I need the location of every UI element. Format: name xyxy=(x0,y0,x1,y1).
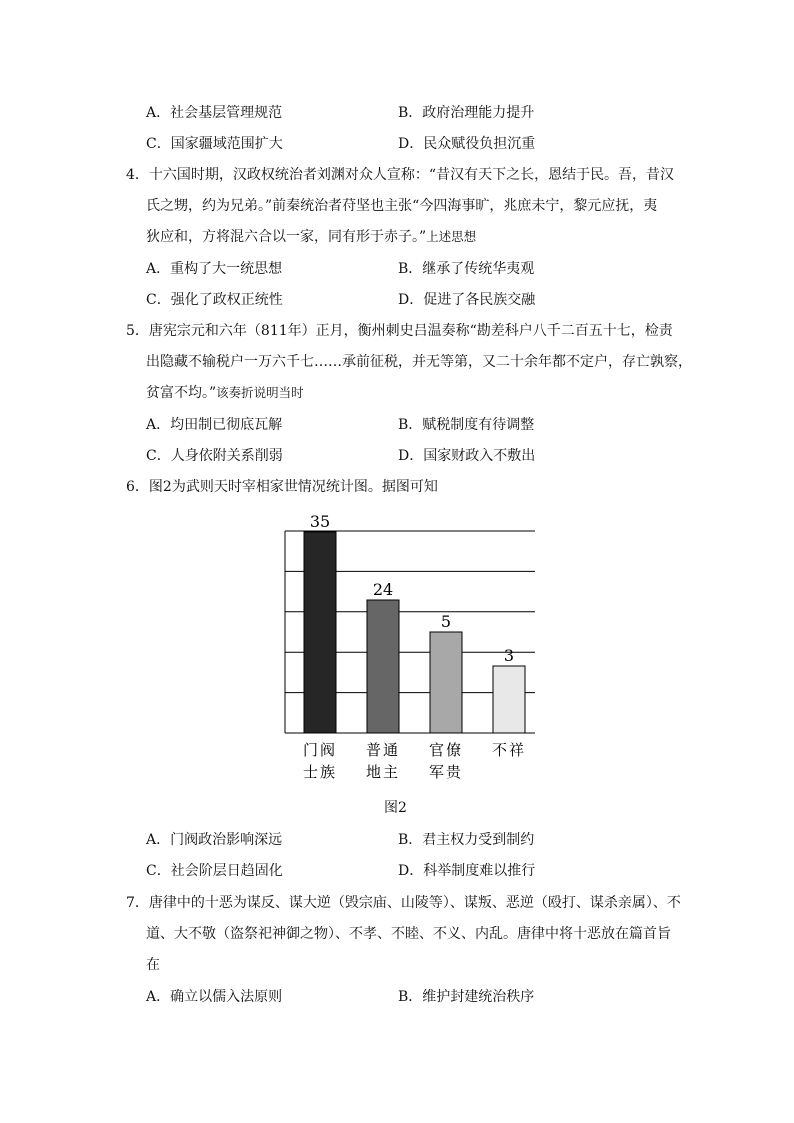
q7-option-b: B．维护封建统治秩序 xyxy=(398,989,535,1005)
q4-stem-question: 上述思想 xyxy=(426,229,477,244)
q7-option-a: A．确立以儒入法原则 xyxy=(146,989,283,1005)
q5-option-d: D．国家财政入不敷出 xyxy=(398,448,536,464)
figure-caption: 图2 xyxy=(384,800,407,816)
q6-option-c: C．社会阶层日趋固化 xyxy=(146,863,283,879)
q7-stem-line-3: 在 xyxy=(146,957,160,973)
category-label-4: 不祥 xyxy=(491,741,527,759)
q4-option-a: A．重构了大一统思想 xyxy=(146,261,283,277)
data-label-4: 3 xyxy=(503,646,515,665)
q4-stem-line-1: 4．十六国时期，汉政权统治者刘渊对众人宣称：“昔汉有天下之长，恩结于民。吾，昔汉 xyxy=(126,167,675,183)
category-label-2: 普通 xyxy=(365,741,401,759)
bar-1 xyxy=(304,532,336,733)
q6-option-d: D．科举制度难以推行 xyxy=(398,863,536,879)
data-label-2: 24 xyxy=(372,580,394,599)
q4-option-b: B．继承了传统华夷观 xyxy=(398,261,535,277)
q3-option-d: D．民众赋役负担沉重 xyxy=(398,136,536,152)
category-label-1: 士族 xyxy=(302,763,338,781)
q3-option-b: B．政府治理能力提升 xyxy=(398,105,535,121)
q4-option-c: C．强化了政权正统性 xyxy=(146,292,283,308)
data-label-3: 5 xyxy=(440,612,452,631)
q4-option-d: D．促进了各民族交融 xyxy=(398,292,536,308)
data-label-1: 35 xyxy=(309,512,331,531)
q6-option-b: B．君主权力受到制约 xyxy=(398,832,535,848)
category-label-3: 军贵 xyxy=(428,763,464,781)
q5-option-b: B．赋税制度有待调整 xyxy=(398,417,535,433)
q5-stem-line-2: 出隐藏不输税户一万六千七……承前征税，并无等第，又二十余年都不定户，存亡孰察， xyxy=(146,354,692,370)
category-label-3: 官僚 xyxy=(428,741,464,759)
bar-2 xyxy=(367,600,399,733)
q4-stem-text: 狄应和，方将混六合以一家，同有形于赤子。” xyxy=(146,229,427,245)
q4-stem-line-2: 氏之甥，约为兄弟。”前秦统治者苻坚也主张“今四海事旷，兆庶未宁，黎元应抚，夷 xyxy=(146,198,658,214)
q5-option-a: A．均田制已彻底瓦解 xyxy=(146,417,283,433)
q6-stem: 6．图2为武则天时宰相家世情况统计图。据图可知 xyxy=(126,479,438,495)
q6-option-a: A．门阀政治影响深远 xyxy=(146,832,283,848)
q3-option-c: C．国家疆域范围扩大 xyxy=(146,136,283,152)
category-label-2: 地主 xyxy=(365,763,401,781)
q5-option-c: C．人身依附关系削弱 xyxy=(146,448,283,464)
figure-2-bar-chart xyxy=(280,508,550,788)
q7-stem-line-2: 道、大不敬（盗祭祀神御之物）、不孝、不睦、不义、内乱。唐律中将十恶放在篇首旨 xyxy=(146,926,671,942)
q5-stem-question: 该奏折说明当时 xyxy=(216,385,304,400)
bar-4 xyxy=(493,666,525,733)
q4-stem-line-3 xyxy=(146,227,476,247)
q5-stem-text: 贫富不均。” xyxy=(146,385,217,401)
q5-stem-line-3 xyxy=(146,383,304,403)
q7-stem-line-1: 7．唐律中的十恶为谋反、谋大逆（毁宗庙、山陵等）、谋叛、恶逆（殴打、谋杀亲属）、不 xyxy=(126,895,681,911)
q5-stem-line-1: 5．唐宪宗元和六年（811年）正月，衡州刺史吕温奏称“勘差科户八千二百五十七，检责 xyxy=(126,323,673,339)
q3-option-a: A．社会基层管理规范 xyxy=(146,105,283,121)
bar-3 xyxy=(430,632,462,733)
category-label-1: 门阀 xyxy=(302,741,338,759)
